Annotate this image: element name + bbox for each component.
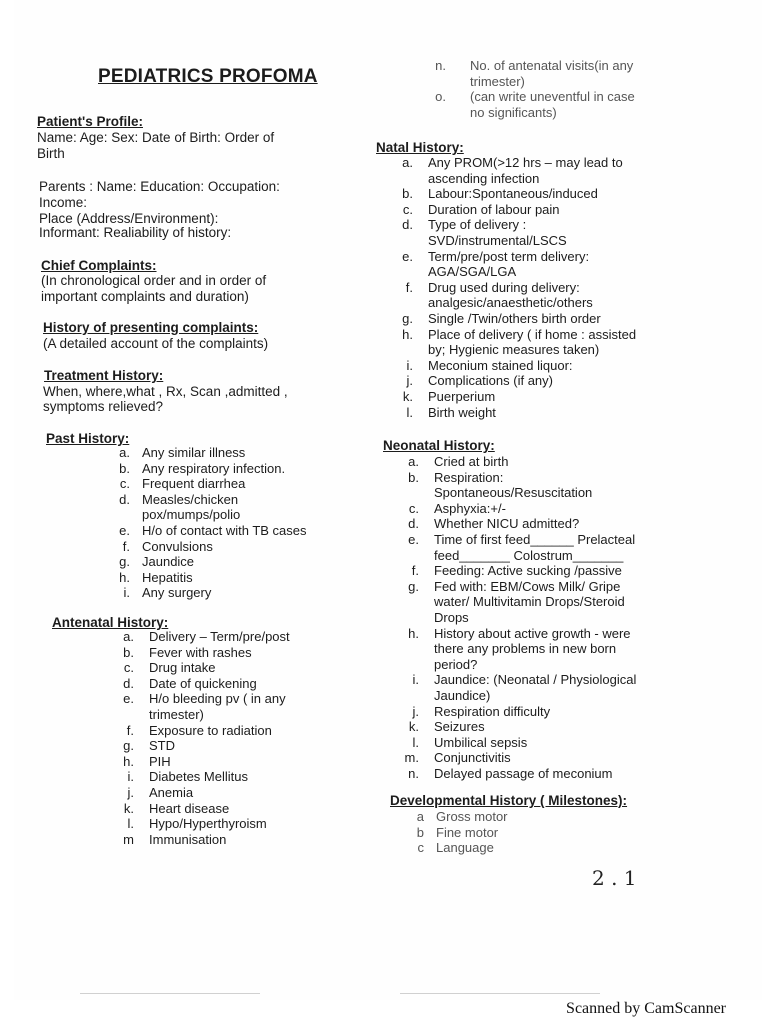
neonatal-item-text: Umbilical sepsis (434, 734, 528, 750)
natal-item-marker: a. (402, 155, 413, 170)
neonatal-item-text: Feeding: Active sucking /passive (434, 563, 622, 579)
neonatal-item (397, 594, 636, 610)
neonatal-item-marker: l. (412, 734, 419, 750)
antenatal-continued-item (424, 74, 635, 90)
past-history-item-marker: f. (122, 538, 130, 554)
antenatal-item-marker: d. (123, 675, 134, 691)
neonatal-item (397, 672, 636, 688)
past-history-item (108, 554, 307, 570)
neonatal-item (397, 485, 636, 501)
neonatal-item-marker: b. (408, 469, 419, 485)
antenatal-item-marker: l. (127, 816, 134, 832)
antenatal-continued-item (424, 58, 635, 74)
natal-item-text: Puerperium (428, 388, 496, 404)
past-history-item-text: Jaundice (142, 554, 195, 570)
antenatal-item (112, 660, 290, 676)
natal-item (391, 373, 636, 389)
antenatal-item-marker: c. (123, 660, 134, 676)
parents-line4: Informant: Realiability of history: (39, 225, 232, 240)
past-history-item-text: H/o of contact with TB cases (142, 522, 307, 538)
scan-streak (400, 993, 600, 994)
antenatal-continued-item (424, 89, 635, 105)
antenatal-item (112, 801, 290, 817)
natal-item-text: Single /Twin/others birth order (428, 310, 601, 326)
natal-item (391, 217, 636, 233)
past-history-heading: Past History: (46, 431, 130, 446)
antenatal-item (112, 723, 290, 739)
past-history-item (108, 539, 307, 555)
natal-item-text: Term/pre/post term delivery: (428, 248, 590, 264)
past-history-item-text: Convulsions (142, 538, 213, 554)
neonatal-item (397, 548, 636, 564)
neonatal-item (397, 516, 636, 532)
antenatal-item-text: Exposure to radiation (149, 722, 272, 738)
natal-item-text: by; Hygienic measures taken) (428, 342, 600, 358)
past-history-item-marker: h. (119, 569, 130, 585)
neonatal-item-text: feed_______ Colostrum_______ (434, 547, 624, 563)
patient-profile-line2: Birth (37, 146, 65, 161)
neonatal-item-text: History about active growth - were (434, 625, 631, 641)
natal-item (391, 280, 636, 296)
neonatal-item (397, 532, 636, 548)
developmental-list (402, 809, 508, 856)
past-history-item-marker: c. (119, 476, 130, 492)
developmental-item-marker: b (416, 824, 424, 840)
neonatal-item-marker: k. (408, 719, 419, 735)
natal-item-text: Duration of labour pain (428, 201, 560, 217)
past-history-item-marker: a. (119, 445, 130, 460)
antenatal-item (112, 645, 290, 661)
natal-item (391, 233, 636, 249)
neonatal-item-text: period? (434, 656, 478, 672)
antenatal-item (112, 676, 290, 692)
neonatal-item-text: Fed with: EBM/Cows Milk/ Gripe (434, 578, 621, 594)
neonatal-item-text: Spontaneous/Resuscitation (434, 485, 593, 501)
natal-item (391, 342, 636, 358)
antenatal-item-text: Fever with rashes (149, 644, 252, 660)
past-history-item-text: Any surgery (142, 585, 212, 601)
past-history-item-marker: g. (119, 554, 130, 570)
antenatal-item-marker: k. (123, 800, 134, 816)
antenatal-item (112, 629, 290, 645)
natal-item-text: Type of delivery : (428, 217, 527, 233)
natal-item-text: SVD/instrumental/LSCS (428, 232, 567, 248)
natal-item (391, 155, 636, 171)
past-history-item-text: Measles/chicken (142, 491, 239, 507)
antenatal-item-marker: f. (126, 722, 134, 738)
scanner-watermark: Scanned by CamScanner (566, 1000, 726, 1017)
treatment-line2: symptoms relieved? (43, 399, 164, 414)
past-history-item (108, 523, 307, 539)
neonatal-item (397, 610, 636, 626)
natal-item-text: ascending infection (428, 170, 540, 186)
page-title: PEDIATRICS PROFOMA (98, 66, 318, 87)
neonatal-heading: Neonatal History: (383, 438, 495, 453)
past-history-item-marker: b. (119, 460, 130, 476)
neonatal-item-text: Respiration difficulty (434, 703, 551, 719)
developmental-item-marker: a (416, 809, 424, 824)
neonatal-item (397, 626, 636, 642)
natal-item (391, 249, 636, 265)
natal-item-marker: e. (402, 248, 413, 264)
natal-item (391, 295, 636, 311)
neonatal-item (397, 657, 636, 673)
neonatal-list (397, 454, 636, 781)
neonatal-item (397, 688, 636, 704)
past-history-item-text: Frequent diarrhea (142, 476, 246, 492)
antenatal-item-text: STD (149, 738, 175, 754)
past-history-item (108, 445, 307, 461)
neonatal-item-marker: d. (408, 516, 419, 532)
neonatal-item-text: Whether NICU admitted? (434, 516, 580, 532)
neonatal-item-marker: c. (408, 500, 419, 516)
neonatal-item-text: Jaundice: (Neonatal / Physiological (434, 672, 637, 688)
antenatal-item-text: PIH (149, 753, 171, 769)
hpc-line1: (A detailed account of the complaints) (43, 336, 269, 351)
antenatal-item-text: Heart disease (149, 800, 230, 816)
natal-item-marker: b. (402, 186, 413, 202)
neonatal-item-marker: m. (404, 750, 419, 766)
developmental-item (402, 840, 508, 856)
chief-complaints-line2: important complaints and duration) (41, 289, 249, 304)
natal-item (391, 358, 636, 374)
natal-item-marker: k. (402, 388, 413, 404)
natal-item (391, 405, 636, 421)
antenatal-item-marker: j. (127, 784, 134, 800)
parents-line1: Parents : Name: Education: Occupation: (39, 179, 280, 194)
neonatal-item-marker: n. (408, 765, 419, 781)
natal-item (391, 264, 636, 280)
developmental-item-marker: c (417, 840, 424, 856)
developmental-item-text: Fine motor (436, 824, 499, 840)
antenatal-continued-item-text: No. of antenatal visits(in any (470, 58, 634, 73)
natal-item-marker: j. (406, 373, 413, 389)
antenatal-item-text: Anemia (149, 784, 194, 800)
treatment-heading: Treatment History: (44, 368, 164, 383)
past-history-item-marker: i. (123, 585, 130, 601)
hpc-heading: History of presenting complaints: (43, 320, 259, 335)
neonatal-item-text: Conjunctivitis (434, 750, 511, 766)
past-history-item (108, 570, 307, 586)
neonatal-item-marker: e. (408, 531, 419, 547)
antenatal-item (112, 769, 290, 785)
neonatal-item (397, 750, 636, 766)
natal-item-marker: h. (402, 326, 413, 342)
natal-item-text: Drug used during delivery: (428, 279, 580, 295)
natal-item-text: Complications (if any) (428, 373, 553, 389)
developmental-item (402, 825, 508, 841)
antenatal-continued-item-marker: o. (435, 89, 446, 105)
neonatal-item-text: Asphyxia:+/- (434, 500, 506, 516)
antenatal-continued-item (424, 105, 635, 121)
neonatal-item-marker: i. (412, 672, 419, 688)
neonatal-item-text: Respiration: (434, 469, 504, 485)
antenatal-item-text: Hypo/Hyperthyroism (149, 816, 267, 832)
past-history-item (108, 585, 307, 601)
antenatal-heading: Antenatal History: (52, 615, 169, 630)
antenatal-item-text: Immunisation (149, 831, 227, 847)
natal-item (391, 186, 636, 202)
antenatal-item (112, 738, 290, 754)
developmental-heading: Developmental History ( Milestones): (390, 793, 628, 808)
developmental-item (402, 809, 508, 825)
antenatal-item (112, 691, 290, 707)
antenatal-item (112, 816, 290, 832)
treatment-line1: When, where,what , Rx, Scan ,admitted , (43, 384, 288, 399)
antenatal-continued-item-marker: n. (435, 58, 446, 73)
antenatal-item (112, 832, 290, 848)
antenatal-item-marker: b. (123, 644, 134, 660)
past-history-item-text: Hepatitis (142, 569, 193, 585)
neonatal-item-text: Drops (434, 609, 469, 625)
antenatal-item-marker: m (123, 831, 134, 847)
scan-streak (80, 993, 260, 994)
neonatal-item (397, 766, 636, 782)
natal-item-text: Birth weight (428, 404, 496, 420)
antenatal-item-text: Date of quickening (149, 675, 257, 691)
neonatal-item-marker: f. (411, 563, 419, 579)
neonatal-item-text: Cried at birth (434, 454, 509, 469)
antenatal-item-marker: g. (123, 738, 134, 754)
natal-item-text: Place of delivery ( if home : assisted (428, 326, 637, 342)
antenatal-continued-list (424, 58, 635, 120)
past-history-item (108, 476, 307, 492)
neonatal-item-marker: g. (408, 578, 419, 594)
antenatal-item-marker: a. (123, 629, 134, 644)
neonatal-item (397, 641, 636, 657)
antenatal-item-text: trimester) (149, 706, 204, 722)
developmental-item-text: Language (436, 840, 494, 856)
antenatal-item (112, 707, 290, 723)
antenatal-item (112, 785, 290, 801)
neonatal-item-marker: h. (408, 625, 419, 641)
past-history-item (108, 461, 307, 477)
patient-profile-line1: Name: Age: Sex: Date of Birth: Order of (37, 130, 275, 145)
developmental-item-text: Gross motor (436, 809, 508, 824)
natal-item-marker: c. (402, 201, 413, 217)
neonatal-item (397, 563, 636, 579)
neonatal-item (397, 470, 636, 486)
antenatal-continued-item-text: no significants) (470, 104, 557, 120)
parents-line2: Income: (39, 195, 88, 210)
antenatal-item-text: Delivery – Term/pre/post (149, 629, 290, 644)
antenatal-item-marker: e. (123, 691, 134, 707)
past-history-item-text: Any respiratory infection. (142, 460, 286, 476)
antenatal-item-text: Drug intake (149, 660, 216, 676)
past-history-item (108, 492, 307, 508)
natal-item-text: Labour:Spontaneous/induced (428, 186, 598, 202)
neonatal-item-text: there any problems in new born (434, 641, 617, 657)
antenatal-item-text: H/o bleeding pv ( in any (149, 691, 286, 707)
past-history-item (108, 507, 307, 523)
chief-complaints-heading: Chief Complaints: (41, 258, 157, 273)
past-history-list (108, 445, 307, 601)
antenatal-continued-item-text: (can write uneventful in case (470, 89, 635, 105)
natal-item-text: Any PROM(>12 hrs – may lead to (428, 155, 623, 170)
natal-item-text: Meconium stained liquor: (428, 357, 573, 373)
natal-item (391, 389, 636, 405)
antenatal-item-marker: h. (123, 753, 134, 769)
neonatal-item-text: Jaundice) (434, 687, 491, 703)
natal-list (391, 155, 636, 420)
neonatal-item (397, 454, 636, 470)
parents-line3: Place (Address/Environment): (39, 211, 219, 226)
natal-item (391, 311, 636, 327)
neonatal-item (397, 501, 636, 517)
neonatal-item-text: water/ Multivitamin Drops/Steroid (434, 594, 625, 610)
antenatal-list (112, 629, 290, 847)
page-mark: 2 . 1 (592, 866, 637, 890)
natal-item-marker: i. (406, 357, 413, 373)
past-history-item-marker: d. (119, 491, 130, 507)
neonatal-item (397, 579, 636, 595)
natal-item (391, 171, 636, 187)
natal-item-text: analgesic/anaesthetic/others (428, 295, 593, 311)
neonatal-item-text: Seizures (434, 719, 485, 735)
neonatal-item (397, 719, 636, 735)
natal-item (391, 327, 636, 343)
antenatal-item (112, 754, 290, 770)
past-history-item-text: pox/mumps/polio (142, 507, 241, 523)
neonatal-item-text: Delayed passage of meconium (434, 765, 613, 781)
natal-item-marker: d. (402, 217, 413, 233)
natal-item (391, 202, 636, 218)
natal-item-marker: f. (405, 279, 413, 295)
antenatal-item-text: Diabetes Mellitus (149, 769, 248, 785)
neonatal-item (397, 704, 636, 720)
natal-heading: Natal History: (376, 140, 464, 155)
neonatal-item-marker: a. (408, 454, 419, 469)
past-history-item-marker: e. (119, 522, 130, 538)
neonatal-item-marker: j. (412, 703, 419, 719)
neonatal-item-text: Time of first feed______ Prelacteal (434, 531, 636, 547)
patient-profile-heading: Patient's Profile: (37, 114, 143, 129)
natal-item-text: AGA/SGA/LGA (428, 264, 517, 280)
past-history-item-text: Any similar illness (142, 445, 246, 460)
antenatal-continued-item-text: trimester) (470, 73, 525, 89)
natal-item-marker: g. (402, 310, 413, 326)
neonatal-item (397, 735, 636, 751)
chief-complaints-line1: (In chronological order and in order of (41, 273, 267, 288)
natal-item-marker: l. (406, 404, 413, 420)
antenatal-item-marker: i. (127, 769, 134, 785)
